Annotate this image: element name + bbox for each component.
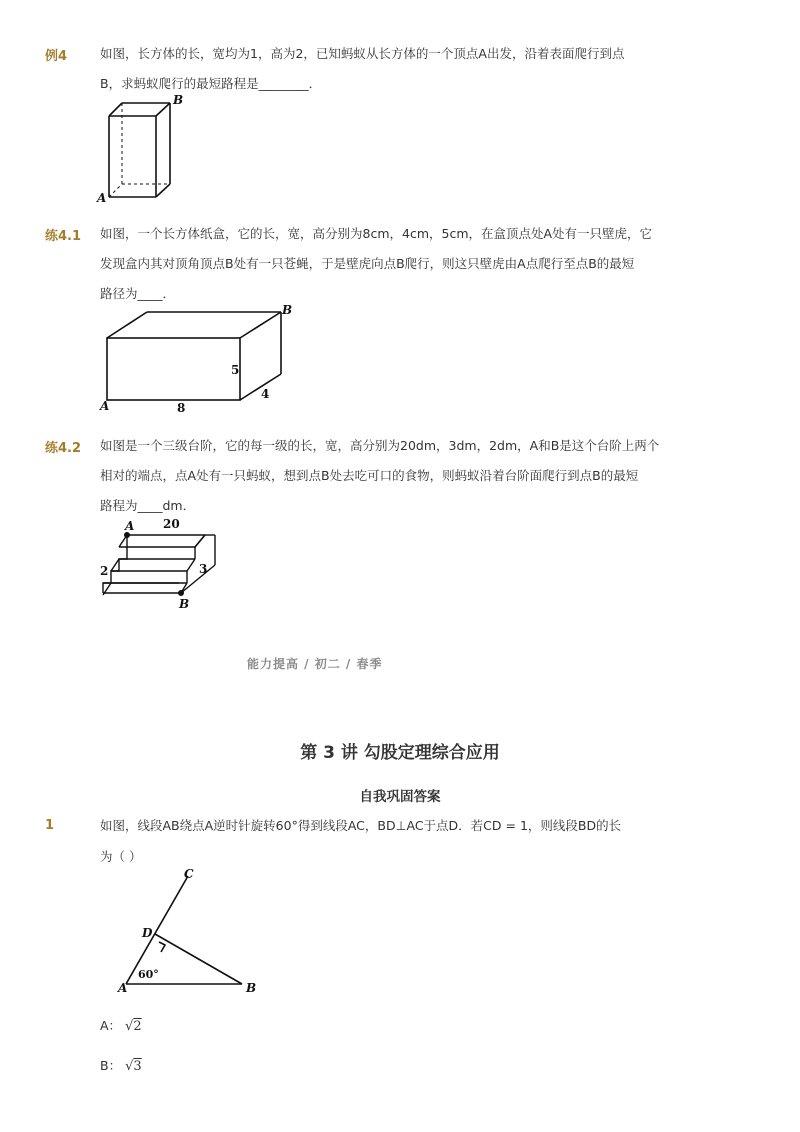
practice-4-2-text-line1: 如图是一个三级台阶，它的每一级的长，宽，高分别为20dm，3dm，2dm，A和B是这个台阶上两个 (100, 438, 660, 453)
box-label-a: A (100, 399, 110, 413)
practice-4-1-label: 练4.1 (45, 229, 82, 244)
practice-4-2-text-line3: 路程为____dm． (100, 498, 196, 513)
triangle-figure (110, 862, 270, 997)
question-1-text-line2: 为（ ） (100, 849, 142, 864)
option-a-value: √2 (125, 1019, 142, 1034)
option-b[interactable] (100, 1058, 142, 1075)
question-1-text-line1: 如图，线段AB绕点A逆时针旋转60°得到线段AC，BD⊥AC于点D．若CD = 1，则线段BD的长 (100, 818, 622, 833)
triangle-label-a: A (118, 981, 128, 995)
practice-4-1-text-line1: 如图，一个长方体纸盒，它的长，宽，高分别为8cm，4cm，5cm，在盒顶点处A处有一只壁虎，它 (100, 226, 653, 241)
triangle-label-d: D (142, 926, 153, 940)
stair-depth-label: 3 (199, 562, 208, 576)
practice-4-2-label: 练4.2 (45, 441, 82, 456)
practice-4-1-text-line2: 发现盒内其对顶角顶点B处有一只苍蝇，于是壁虎向点B爬行，则这只壁虎由A点爬行至点B的最短 (100, 256, 635, 271)
stair-point-b (178, 590, 184, 596)
box-height-label: 5 (231, 363, 240, 377)
box-width-label: 4 (261, 387, 270, 401)
stair-length-label: 20 (163, 517, 180, 531)
example-4-text-line2: B，求蚂蚁爬行的最短路程是________． (100, 76, 322, 91)
stair-label-a: A (125, 519, 135, 533)
triangle-label-b: B (246, 981, 257, 995)
box-figure (95, 302, 305, 418)
cuboid-label-b: B (173, 93, 184, 107)
example-4-label: 例4 (45, 49, 68, 64)
option-b-key: B： (100, 1058, 122, 1073)
box-length-label: 8 (177, 401, 186, 415)
staircase-figure (95, 515, 230, 613)
example-4-text-line1: 如图，长方体的长，宽均为1，高为2，已知蚂蚁从长方体的一个顶点A出发，沿着表面爬行到点 (100, 46, 625, 61)
practice-4-2-text-line2: 相对的端点，点A处有一只蚂蚁，想到点B处去吃可口的食物，则蚂蚁沿着台阶面爬行到点B的最短 (100, 468, 639, 483)
lecture-title: 第 3 讲 勾股定理综合应用 (300, 743, 500, 763)
question-1-label: 1 (45, 818, 55, 833)
stair-label-b: B (179, 597, 190, 611)
option-a-key: A： (100, 1018, 122, 1033)
box-label-b: B (282, 303, 293, 317)
triangle-angle-label: 60° (138, 968, 159, 981)
triangle-label-c: C (184, 867, 194, 881)
stair-rise-label: 2 (100, 564, 109, 578)
cuboid-label-a: A (97, 191, 107, 205)
option-a[interactable] (100, 1018, 142, 1035)
page-footer: 能力提高 / 初二 / 春季 (247, 657, 383, 671)
cuboid-figure (95, 92, 195, 207)
option-b-value: √3 (125, 1059, 142, 1074)
practice-4-1-text-line3: 路径为____． (100, 286, 176, 301)
section-title: 自我巩固答案 (359, 789, 441, 805)
